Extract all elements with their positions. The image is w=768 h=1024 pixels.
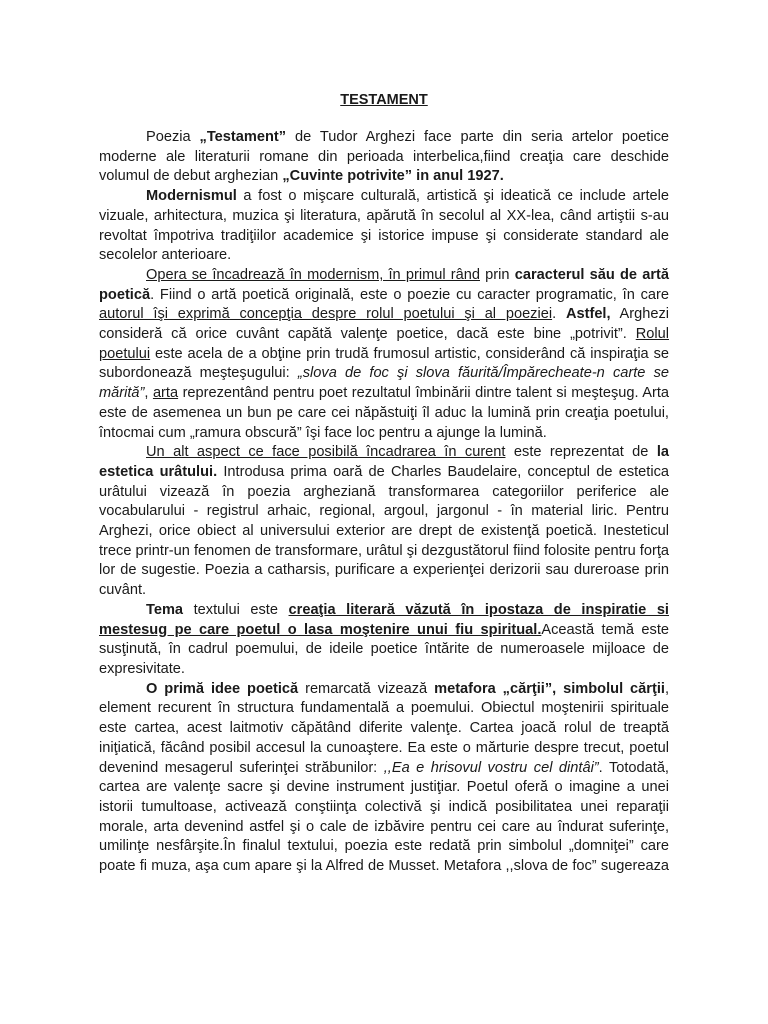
text-run: Rolul: [635, 326, 669, 343]
text-run: este reprezentat de: [505, 444, 657, 461]
paragraph: [99, 680, 669, 877]
text-run: de Tudor Arghezi face parte din seria artelor poetice moderne ale literaturii romane din perioada interbelica,fiind creaţia care deschide volumul de debut arghezian: [99, 129, 669, 185]
paragraph: [99, 128, 669, 187]
text-run: la estetica urâtului.: [99, 444, 670, 480]
text-run: autorul îşi exprimă concepţia despre rolul poetului şi al poeziei: [99, 306, 553, 323]
text-run: a fost o mişcare culturală, artistică şi ideatică ce include artele vizuale, arhitectura, muzica şi literatura, apărută în secolul al XX-lea, când artiştii s-au revoltat împotriva tradiţiilor academice şi istorice impuse şi considerate standard ale secolelor anterioare.: [99, 188, 669, 264]
text-run: metafora „cărţii”, simbolul cărţii: [434, 680, 665, 697]
text-run: . Fiind o artă poetică originală, este o poezie cu caracter programatic, în care: [150, 286, 669, 303]
document-title: TESTAMENT: [340, 92, 428, 108]
text-run: Poezia: [146, 129, 200, 145]
text-run: Arghezi consideră că orice cuvânt capătă valenţe poetice, dacă este bine „potrivit”.: [99, 306, 670, 343]
text-run: Tema: [146, 601, 184, 618]
text-run: textului este: [183, 601, 289, 618]
text-run: „Cuvinte potrivite” in anul 1927.: [282, 168, 504, 185]
paragraph: [99, 266, 669, 443]
text-run: Introdusa prima oară de Charles Baudelaire, conceptul de estetica urâtului vizează în poezia argheziană transformarea categoriilor periferice ale vocabularului - registrul arhaic, regional, argoul, jargonul - în material liric. Pentru Arghezi, orice obiect al universului exterior are drept de existenţă poetică. Inesteticul trece printr-un fenomen de transformare, urâtul şi dezgustătorul fiind folosite pentru forţa lor de sugestie. Poezia a catharsis, purificare a experienţei derizorii sau dureroase prin cuvânt.: [99, 463, 669, 599]
text-run: Un alt aspect ce face posibilă încadrarea în curent: [146, 444, 506, 461]
text-run: O primă idee poetică: [146, 680, 299, 697]
text-run: „Testament”: [199, 129, 287, 145]
text-run: ,: [144, 385, 153, 402]
paragraph: [99, 187, 669, 266]
text-run: este acela de a obţine prin trudă frumosul artistic, considerând că inspiraţia se subordonează meşteşugului:: [99, 345, 669, 382]
text-run: . Totodată, cartea are valenţe sacre şi devine instrument justiţiar. Poetul oferă o imagine a unei istorii tumultoase, activează conştiinţa colectivă şi indică posibilitatea unei reparaţii morale, arta devenind astfel şi o cale de izbăvire pentru cei care au îndurat suferinţe, umilinţe nesfârşite.În finalul textului, poezia este redată prin simbolul „domniţei” care poate fi muza, aşa cum apare şi la Alfred de Musset. Metafora ,,slova de foc” sugereaza: [99, 759, 669, 875]
text-run: creaţia literară văzută în ipostaza de inspiratie si mestesug pe care poetul o lasa moştenire unui fiu spiritual.: [99, 601, 669, 638]
text-run: poetului: [99, 345, 151, 362]
text-run: Astfel,: [565, 306, 611, 323]
text-run: „slova de foc şi slova făurită/Împărecheate-n carte se mărită”: [99, 365, 669, 402]
paragraph: [99, 601, 669, 680]
text-run: remarcată vizează: [298, 680, 435, 697]
paragraph: [99, 443, 669, 601]
text-run: reprezentând pentru poet rezultatul îmbinării dintre talent si meşteşug. Arta este de asemenea un bun pe care cei năpăstuiţi îl aduc la lumină prin creaţia poetului, întocmai cum „ramura obscură” îşi face loc pentru a ajunge la lumină.: [99, 385, 669, 441]
text-run: , element recurent în structura fundamentală a poemului. Obiectul moştenirii spirituale este cartea, acest laitmotiv căpătând diferite valenţe. Cartea joacă rolul de treaptă iniţiatică, făcând posibil accesul la cunoaştere. Ea este o mărturie despre trecut, poetul devenind mesagerul suferinţei străbunilor:: [99, 680, 669, 776]
text-run: arta: [152, 385, 179, 402]
text-run: prin: [480, 266, 515, 283]
document-body: [99, 128, 669, 877]
text-run: .: [552, 306, 566, 323]
text-run: Opera se încadrează în modernism, în primul rând: [146, 266, 480, 283]
text-run: caracterul său de artă poetică: [99, 266, 669, 303]
text-run: ,,Ea e hrisovul vostru cel dintâi”: [383, 759, 599, 776]
text-run: Această temă este susţinută, în cadrul poemului, de ideile poetice întărite de numeroasele mijloace de expresivitate.: [99, 621, 669, 677]
text-run: Modernismul: [146, 188, 237, 205]
